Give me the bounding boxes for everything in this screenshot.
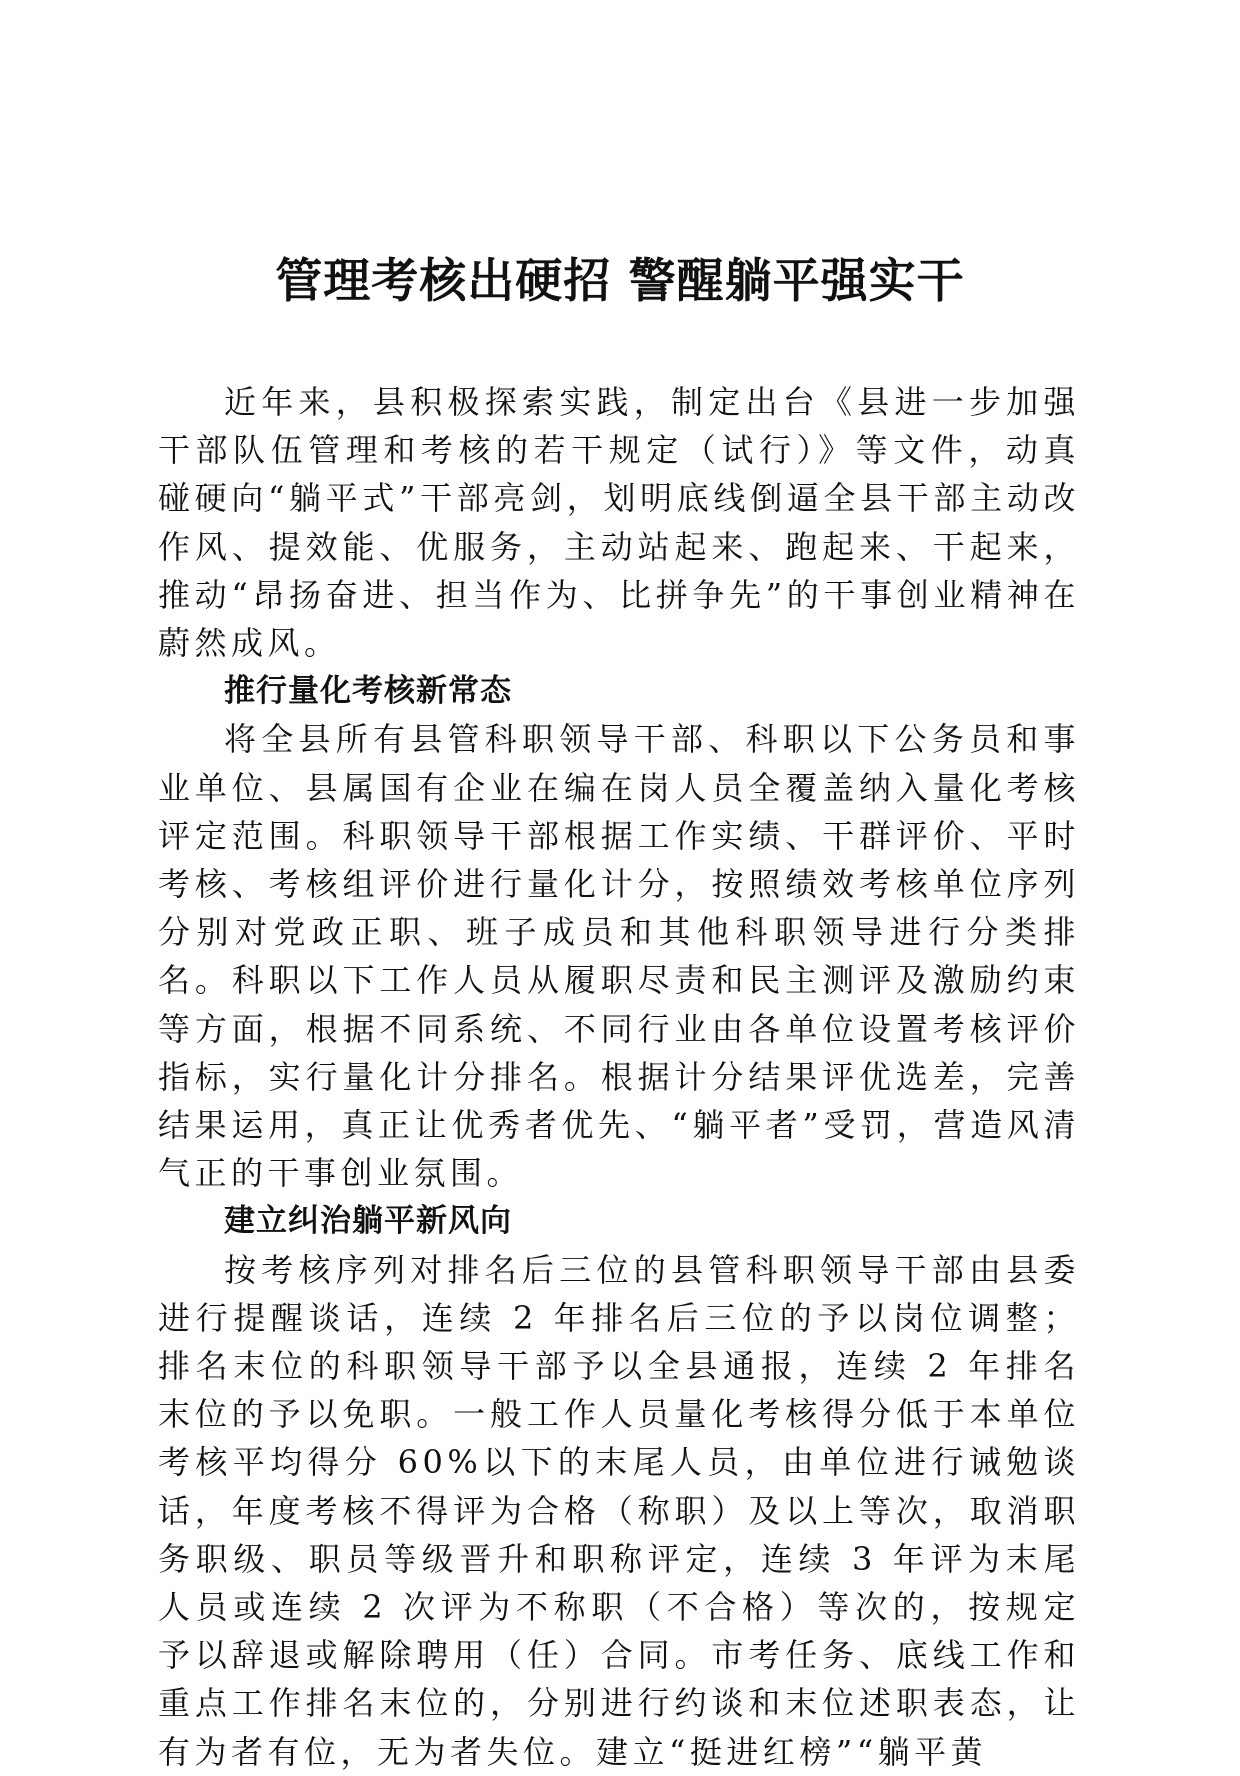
section-paragraph-quantified-assessment: 将全县所有县管科职领导干部、科职以下公务员和事业单位、县属国有企业在编在岗人员全覆盖纳入量化考核评定范围。科职领导干部根据工作实绩、干群评价、平时考核、考核组评价进行量化计分，按照绩效考核单位序列分别对党政正职、班子成员和其他科职领导进行分类排名。科职以下工作人员从履职尽责和民主测评及激励约束等方面，根据不同系统、不同行业由各单位设置考核评价指标，实行量化计分排名。根据计分结果评优选差，完善结果运用，真正让优秀者优先、“躺平者”受罚，营造风清气正的干事创业氛围。 xyxy=(158,720,1080,1193)
section-paragraph-correct-lying-flat: 按考核序列对排名后三位的县管科职领导干部由县委进行提醒谈话，连续 2 年排名后三位的予以岗位调整；排名末位的科职领导干部予以全县通报，连续 2 年排名末位的予以免职。一般工作人员量化考核得分低于本单位考核平均得分 60%以下的末尾人员，由单位进行诫勉谈话，年度考核不得评为合格（称职）及以上等次，取消职务职级、职员等级晋升和职称评定，连续 3 年评为末尾人员或连续 2 次评为不称职（不合格）等次的，按规定予以辞退或解除聘用（任）合同。市考任务、底线工作和重点工作排名末位的，分别进行约谈和末位述职表态，让有为者有位，无为者失位。建立“挺进红榜”“躺平黄 xyxy=(158,1250,1080,1771)
document-body xyxy=(158,378,1080,1776)
document-title: 管理考核出硬招 警醒躺平强实干 xyxy=(275,254,965,309)
intro-paragraph: 近年来，县积极探索实践，制定出台《县进一步加强干部队伍管理和考核的若干规定（试行）》等文件，动真碰硬向“躺平式”干部亮剑，划明底线倒逼全县干部主动改作风、提效能、优服务，主动站起来、跑起来、干起来，推动“昂扬奋进、担当作为、比拼争先”的干事创业精神在蔚然成风。 xyxy=(158,383,1080,663)
section-heading-correct-lying-flat: 建立纠治躺平新风向 xyxy=(224,1203,512,1240)
section-heading-quantified-assessment: 推行量化考核新常态 xyxy=(224,673,512,710)
